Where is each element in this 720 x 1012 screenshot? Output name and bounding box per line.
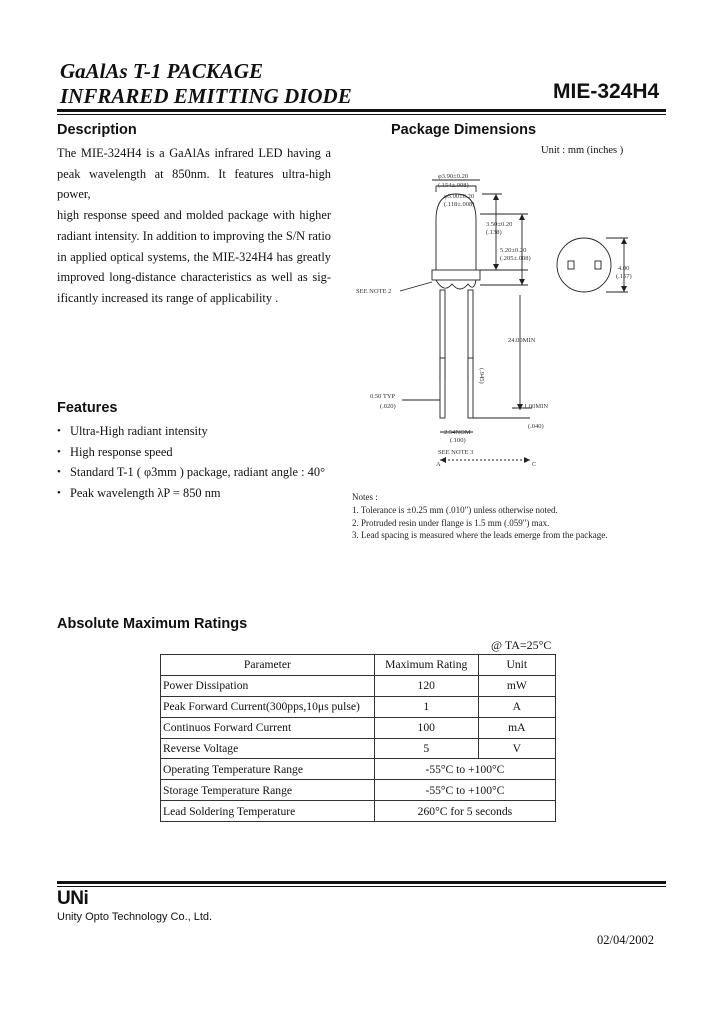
dim-body-len-label: 5.20±0.20 [500,247,527,254]
notes-list [352,504,607,542]
param-cell: Power Dissipation [161,675,375,696]
company-name: Unity Opto Technology Co., Ltd. [57,911,213,923]
value-cell: 120 [374,675,478,696]
features-heading: Features [57,400,118,416]
ratings-condition: @ TA=25°C [491,638,552,652]
ratings-heading: Absolute Maximum Ratings [57,616,248,632]
end-view-pad-right [595,261,601,269]
lead-anode-lower [440,358,445,418]
param-cell: Lead Soldering Temperature [161,801,375,822]
table-row [161,738,556,759]
description-line: radiant intensity. In addition to improving the S/N ratio [57,228,331,243]
value-cell: 5 [374,738,478,759]
end-view-pad-left [568,261,574,269]
column-header: Maximum Rating [374,655,478,676]
description-text [57,143,331,309]
lead-square-inch: (.020) [380,403,396,410]
package-drawing [352,160,652,480]
spacing-label: 2.54NOM [444,429,471,436]
note-item: 1. Tolerance is ±0.25 mm (.010") unless otherwise noted. [352,505,558,515]
document-date: 02/04/2002 [597,933,654,947]
end-width-label: 4.00 [618,265,630,272]
table-row [161,696,556,717]
table-row [161,801,556,822]
description-line: The MIE-324H4 is a GaAlAs infrared LED having a [57,146,331,160]
min-length-label: 1.00MIN [524,403,549,410]
dim-outer-label: φ3.90±0.20 [438,173,469,180]
dim-body-label: φ3.00±0.20 [444,193,475,200]
unit-cell: mA [478,717,555,738]
unit-cell: mW [478,675,555,696]
feature-item: • Standard T-1 ( φ3mm ) package, radiant angle : 40° [57,462,357,483]
company-logo: UNi [57,888,89,909]
unit-note: Unit : mm (inches ) [541,145,624,156]
spacing-note: SEE NOTE 3 [438,449,474,456]
header-rule-thick [57,109,666,112]
param-cell: Peak Forward Current(300pps,10μs pulse) [161,696,375,717]
dim-outer-inch: (.154±.008) [438,182,469,189]
note-item: 3. Lead spacing is measured where the leads emerge from the package. [352,530,608,540]
table-header-row [161,655,556,676]
dim-top-inch: (.138) [486,229,502,236]
feature-item: • Peak wavelength λP = 850 nm [57,483,357,504]
description-line: in applied optical systems, the MIE-324H4 has greatly [57,249,331,264]
lead-square-label: 0.50 TYP [370,393,396,400]
led-flange [432,270,480,280]
description-line: ificantly increased its range of applicability . [57,290,279,305]
value-cell: -55°C to +100°C [374,759,555,780]
description-line: high response speed and molded package with higher [57,208,331,223]
table-row [161,780,556,801]
param-cell: Storage Temperature Range [161,780,375,801]
description-line: improved long-distance characteristics as well as sig- [57,270,331,285]
footer-rule-thick [57,881,666,884]
table-row [161,759,556,780]
title-line-2: INFRARED EMITTING DIODE [60,84,352,108]
value-cell: 100 [374,717,478,738]
lead-min-inch: (.945) [478,368,485,384]
lead-cathode-lower [468,358,473,418]
lead-min-label: 24.00MIN [508,337,536,344]
footer-rule-thin [57,886,666,887]
flange-note: SEE NOTE 2 [356,288,392,295]
unit-cell: V [478,738,555,759]
description-line: peak wavelength at 850nm. It features ultra-high power, [57,166,331,202]
table-row [161,675,556,696]
param-cell: Reverse Voltage [161,738,375,759]
param-cell: Continuos Forward Current [161,717,375,738]
features-list [57,421,357,503]
column-header: Parameter [161,655,375,676]
value-cell: 260°C for 5 seconds [374,801,555,822]
feature-item: • High response speed [57,442,357,463]
anode-label: A [436,461,441,468]
spacing-inch: (.100) [450,437,466,444]
column-header: Unit [478,655,555,676]
package-heading: Package Dimensions [391,122,537,138]
cathode-label: C [532,461,537,468]
dim-body-len-inch: (.205±.008) [500,255,531,262]
min-length-inch: (.040) [528,423,544,430]
notes-heading: Notes : [352,492,378,502]
dim-top-label: 3.50±0.20 [486,221,513,228]
led-base-resin [436,280,476,289]
end-width-inch: (.157) [616,273,632,280]
table-row [161,717,556,738]
part-number: MIE-324H4 [553,80,660,103]
feature-item: • Ultra-High radiant intensity [57,421,357,442]
note-item: 2. Protruded resin under flange is 1.5 mm (.059") max. [352,517,550,528]
value-cell: -55°C to +100°C [374,780,555,801]
ratings-table [160,654,556,822]
param-cell: Operating Temperature Range [161,759,375,780]
header-rule-thin [57,114,666,115]
unit-cell: A [478,696,555,717]
end-view-outline [557,238,611,292]
title-line-1: GaAlAs T-1 PACKAGE [60,59,264,83]
description-heading: Description [57,122,137,138]
value-cell: 1 [374,696,478,717]
dim-body-inch: (.118±.008) [444,201,475,208]
